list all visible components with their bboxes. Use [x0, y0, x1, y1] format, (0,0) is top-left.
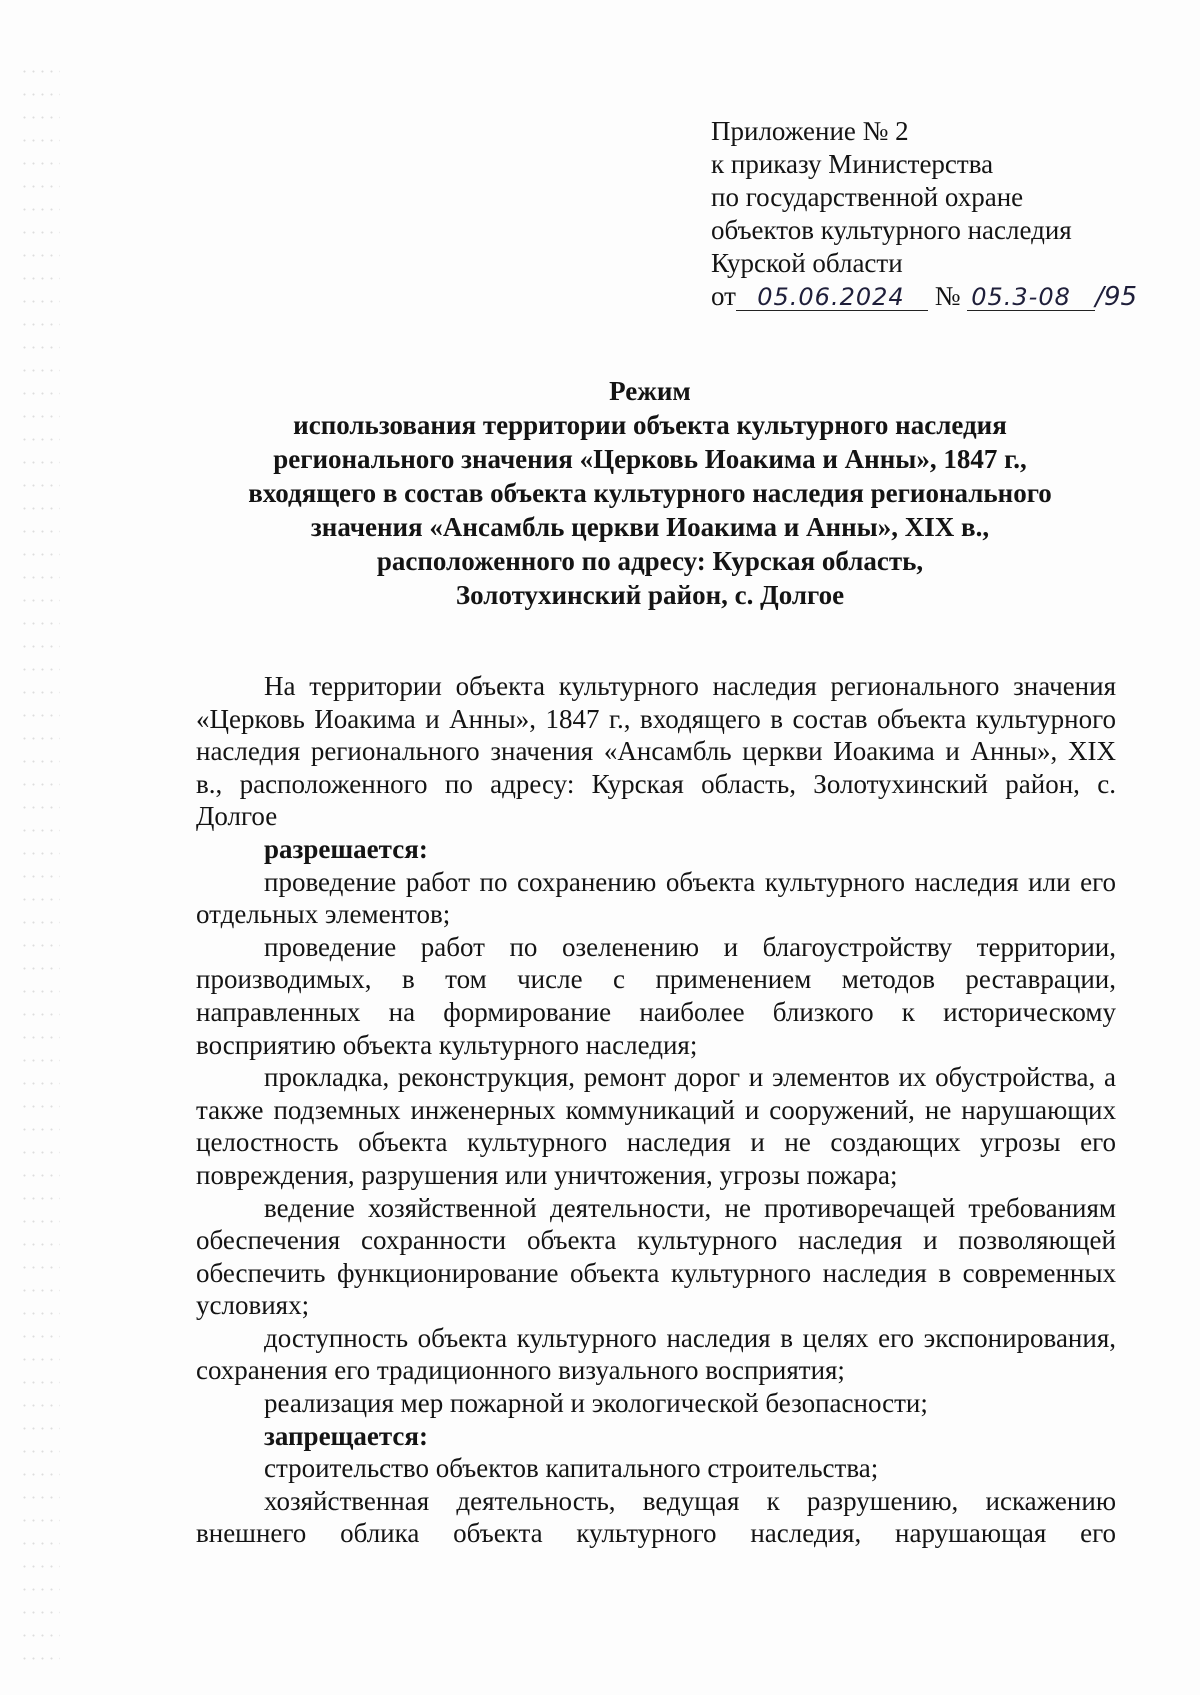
intro-paragraph: На территории объекта культурного наследия регионального значения «Церковь Иоакима и Анны», 1847 г., входящего в состав объекта культурного наследия регионального значения «Ансамбль церкви Иоакима и Анны», XIX в., расположенного по адресу: Курская область, Золотухинский район, с. Долгое [196, 671, 1116, 832]
title-line: значения «Ансамбль церкви Иоакима и Анны», XIX в., [310, 512, 990, 542]
allowed-item: реализация мер пожарной и экологической безопасности; [264, 1388, 928, 1419]
allowed-item: доступность объекта культурного наследия в целях его экспонирования, сохранения его традиционного визуального восприятия; [196, 1322, 1116, 1386]
order-date-number-line [711, 280, 1137, 314]
from-label: от [711, 281, 736, 311]
appendix-line: к приказу Министерства [711, 149, 994, 179]
forbidden-heading: запрещается: [264, 1420, 429, 1451]
title-line: регионального значения «Церковь Иоакима и Анны», 1847 г., [273, 444, 1027, 474]
appendix-line: Приложение № 2 [711, 116, 909, 146]
appendix-header [711, 115, 1137, 314]
title-line: расположенного по адресу: Курская область, [376, 546, 924, 576]
handwritten-date: 05.06.2024 [736, 284, 928, 311]
handwritten-number: 05.3-08 [967, 284, 1095, 311]
document-title [150, 374, 1150, 612]
allowed-heading: разрешается: [264, 833, 428, 864]
appendix-line: по государственной охране [711, 182, 1024, 212]
forbidden-item: хозяйственная деятельность, ведущая к разрушению, искажению внешнего облика объекта культурного наследия, нарушающая его [196, 1485, 1116, 1549]
appendix-line: объектов культурного наследия [711, 215, 1072, 245]
allowed-item: ведение хозяйственной деятельности, не противоречащей требованиям обеспечения сохранности объекта культурного наследия и позволяющей обеспечить функционирование объекта культурного наследия в современных условиях; [196, 1192, 1116, 1321]
title-line: использования территории объекта культурного наследия [293, 410, 1007, 440]
title-line: Золотухинский район, с. Долгое [455, 580, 845, 610]
title-line: Режим [609, 376, 691, 406]
allowed-item: проведение работ по озеленению и благоустройству территории, производимых, в том числе с применением методов реставрации, направленных на формирование наиболее близкого к историческому восприятию объекта культурного наследия; [196, 931, 1116, 1060]
document-body [196, 670, 1116, 1550]
allowed-item: проведение работ по сохранению объекта культурного наследия или его отдельных элементов; [196, 866, 1116, 930]
scan-speckles [20, 60, 60, 1660]
handwritten-number-suffix: /95 [1095, 282, 1138, 312]
number-label: № [934, 281, 961, 311]
appendix-line: Курской области [711, 248, 903, 278]
title-line: входящего в состав объекта культурного наследия регионального [248, 478, 1052, 508]
forbidden-item: строительство объектов капитального строительства; [264, 1453, 879, 1484]
allowed-item: прокладка, реконструкция, ремонт дорог и элементов их обустройства, а также подземных инженерных коммуникаций и сооружений, не нарушающих целостность объекта культурного наследия и не создающих угрозы его повреждения, разрушения или уничтожения, угрозы пожара; [196, 1062, 1116, 1190]
